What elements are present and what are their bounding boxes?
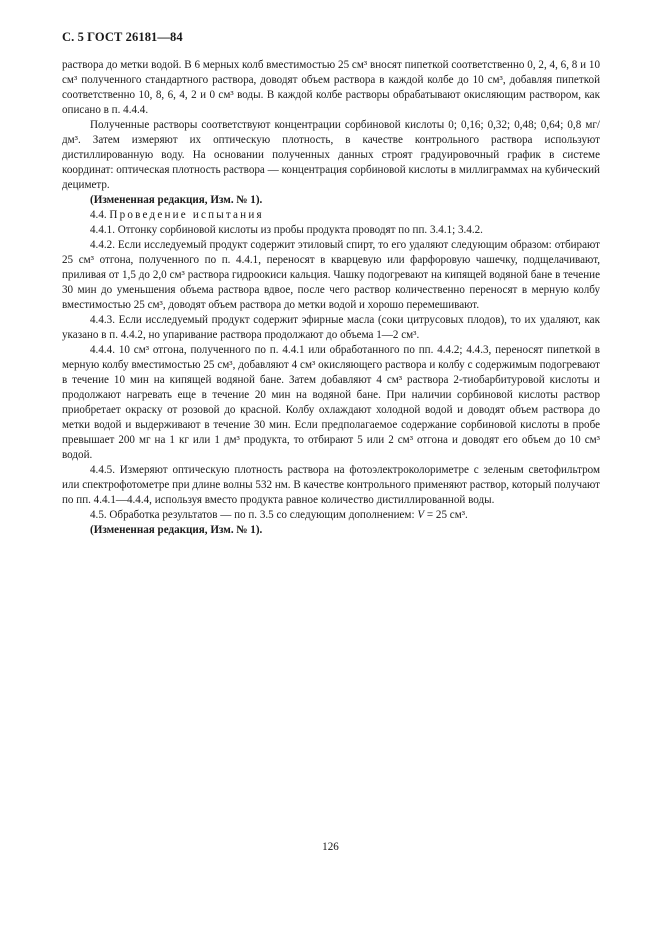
paragraph-4-4-1: 4.4.1. Отгонку сорбиновой кислоты из пробы продукта проводят по пп. 3.4.1; 3.4.2. xyxy=(90,224,483,236)
section-4-4-number: 4.4. xyxy=(90,209,107,221)
page-header: С. 5 ГОСТ 26181—84 xyxy=(62,30,183,44)
paragraph-4-4-5: 4.4.5. Измеряют оптическую плотность раствора на фотоэлектроколориметре с зеленым светофильтром или спектрофотометре при длине волны 532 нм. В качестве контрольного применяют раствор, который получают по пп. 4.4.1—4.4.4, используя вместо продукта равное количество дистиллированной воды. xyxy=(62,464,600,506)
document-body xyxy=(62,58,600,538)
amendment-note-2: (Измененная редакция, Изм. № 1). xyxy=(90,524,263,536)
section-4-4-heading xyxy=(62,208,600,223)
paragraph-4-5 xyxy=(62,508,600,523)
amendment-note: (Измененная редакция, Изм. № 1). xyxy=(90,194,263,206)
section-4-5-text: 4.5. Обработка результатов — по п. 3.5 со следующим дополнением: xyxy=(90,509,418,521)
paragraph-concentrations: Полученные растворы соответствуют концентрации сорбиновой кислоты 0; 0,16; 0,32; 0,48; 0,64; 0,8 мг/дм³. Затем измеряют их оптическую плотность, в качестве контрольного раствора используют дистиллированную воду. На основании полученных данных строят градуировочный график в системе координат: оптическая плотность раствора — концентрация сорбиновой кислоты в миллиграммах на кубический дециметр. xyxy=(62,119,600,191)
volume-variable: V xyxy=(417,509,425,521)
paragraph-4-4-3: 4.4.3. Если исследуемый продукт содержит эфирные масла (соки цитрусовых плодов), то их удаляют, как указано в п. 4.4.2, но упаривание раствора продолжают до объема 1—2 см³. xyxy=(62,314,600,341)
paragraph-4-4-2: 4.4.2. Если исследуемый продукт содержит этиловый спирт, то его удаляют следующим образом: отбирают 25 см³ отгона, полученного по п. 4.4.1, переносят в кварцевую или фарфоровую чашечку, подщелачивают, приливая от 1,5 до 2,0 см³ раствора гидроокиси кальция. Чашку подогревают на кипящей водяной бане в течение 30 мин до уменьшения объема раствора вдвое, после чего раствор количественно переносят в мерную колбу вместимостью 25 см³, доводят объем раствора до метки водой и хорошо перемешивают. xyxy=(62,239,600,311)
paragraph-continuation: раствора до метки водой. В 6 мерных колб вместимостью 25 см³ вносят пипеткой соответственно 0, 2, 4, 6, 8 и 10 см³ полученного стандартного раствора, доводят объем раствора в каждой колбе до 10 см³, добавляя пипеткой соответственно 10, 8, 6, 4, 2 и 0 см³ воды. В каждой колбе растворы обрабатывают окисляющим раствором, как описано в п. 4.4.4. xyxy=(62,59,600,116)
page-number: 126 xyxy=(322,841,339,853)
section-4-4-title: Проведение испытания xyxy=(109,209,264,221)
paragraph-4-4-4: 4.4.4. 10 см³ отгона, полученного по п. 4.4.1 или обработанного по пп. 4.4.2; 4.4.3, переносят пипеткой в мерную колбу вместимостью 25 см³, добавляют 4 см³ окисляющего раствора и колбу с содержимым подогревают в течение 10 мин на кипящей водяной бане. Затем добавляют 4 см³ раствора 2-тиобарбитуровой кислоты и продолжают нагревать еще в течение 20 мин на водяной бане. При наличии сорбиновой кислоты раствор приобретает окраску от розовой до красной. Колбу охлаждают холодной водой и доводят объем раствора до метки водой и выдерживают в течение 30 мин. Если предполагаемое содержание сорбиновой кислоты в пробе превышает 200 мг на 1 кг или 1 дм³ продукта, то отбирают 5 или 2 см³ отгона и доводят его объем до 10 см³ водой. xyxy=(62,344,600,461)
volume-value: = 25 см³. xyxy=(424,509,468,521)
